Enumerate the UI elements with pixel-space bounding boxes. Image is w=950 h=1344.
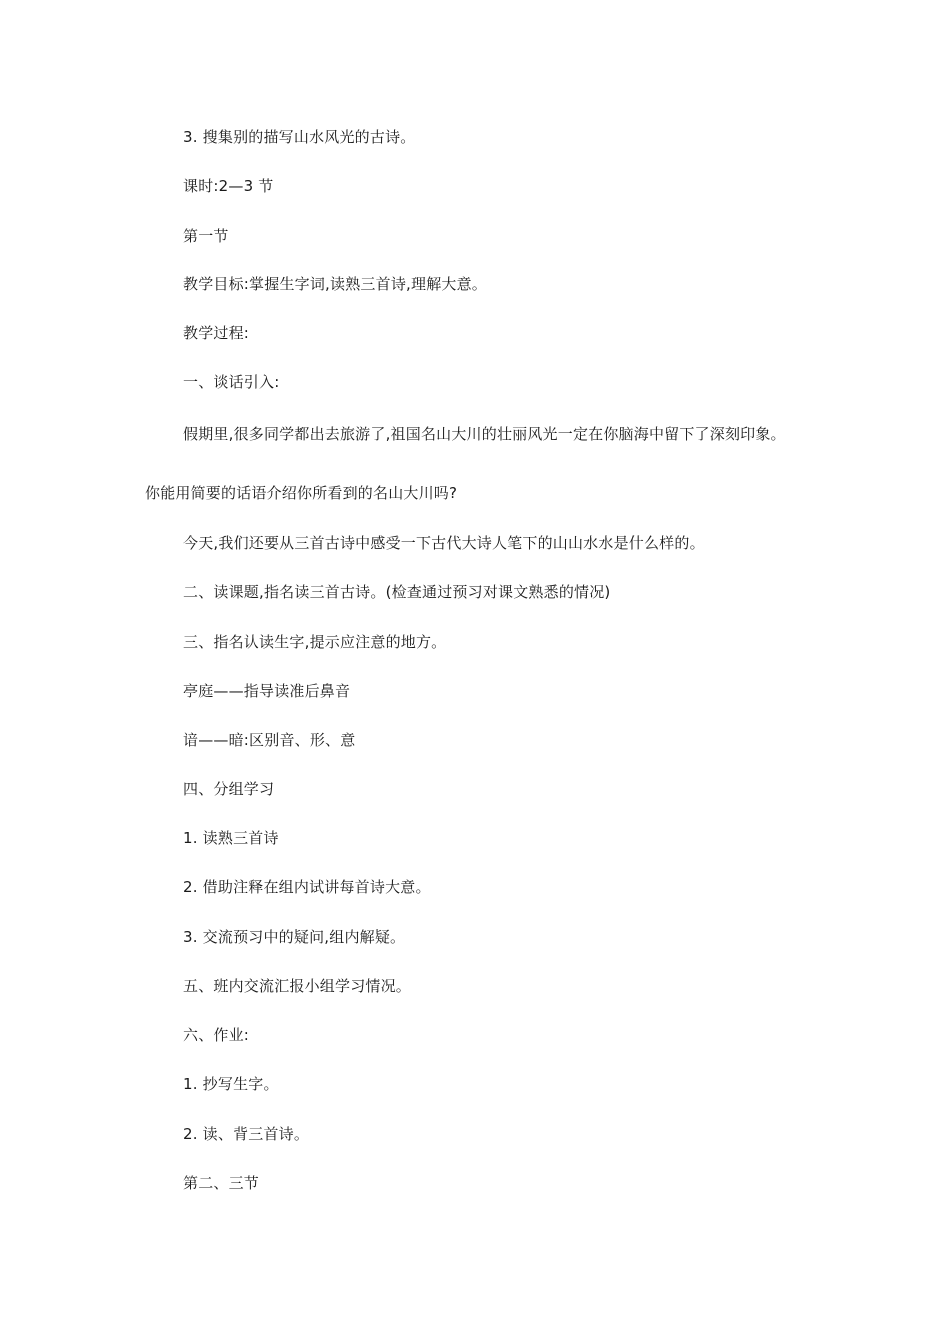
- text-line: 三、指名认读生字,提示应注意的地方。: [183, 633, 447, 651]
- text-line: 假期里,很多同学都出去旅游了,祖国名山大川的壮丽风光一定在你脑海中留下了深刻印象。: [183, 425, 786, 443]
- text-line: 2. 借助注释在组内试讲每首诗大意。: [183, 878, 431, 896]
- section-heading: 第一节: [183, 227, 229, 245]
- text-line: 1. 读熟三首诗: [183, 829, 279, 847]
- text-line: 六、作业:: [183, 1026, 250, 1044]
- text-line: 3. 交流预习中的疑问,组内解疑。: [183, 928, 406, 946]
- text-line: 课时:2—3 节: [183, 177, 274, 195]
- text-line: 今天,我们还要从三首古诗中感受一下古代大诗人笔下的山山水水是什么样的。: [183, 534, 705, 552]
- text-line: 你能用简要的话语介绍你所看到的名山大川吗?: [145, 484, 458, 502]
- text-line: 二、读课题,指名读三首古诗。(检查通过预习对课文熟悉的情况): [183, 583, 611, 601]
- section-heading: 第二、三节: [183, 1174, 260, 1192]
- text-line: 教学过程:: [183, 324, 250, 342]
- text-line: 五、班内交流汇报小组学习情况。: [183, 977, 412, 995]
- text-line: 谙——暗:区别音、形、意: [183, 731, 356, 749]
- text-line: 亭庭——指导读准后鼻音: [183, 682, 351, 700]
- text-line: 四、分组学习: [183, 780, 275, 798]
- text-line: 2. 读、背三首诗。: [183, 1125, 310, 1143]
- text-line: 一、谈话引入:: [183, 373, 280, 391]
- text-line: 教学目标:掌握生字词,读熟三首诗,理解大意。: [183, 275, 487, 293]
- text-line: 1. 抄写生字。: [183, 1075, 279, 1093]
- text-line: 3. 搜集别的描写山水风光的古诗。: [183, 128, 416, 146]
